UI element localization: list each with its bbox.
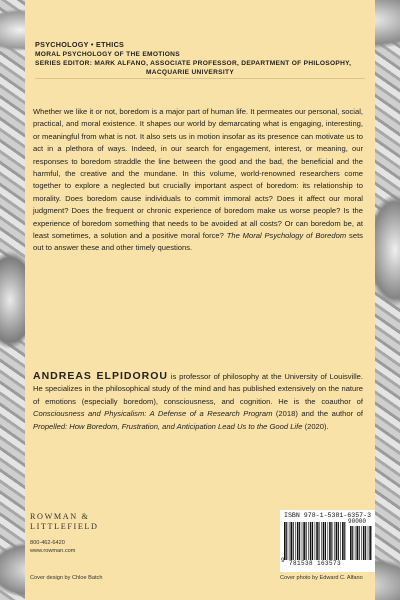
barcode-digits: 781538 163573	[289, 560, 342, 567]
barcode-bar	[352, 526, 353, 560]
barcode-addon-bars	[350, 526, 372, 562]
barcode-bar	[315, 522, 316, 560]
barcode-bar	[323, 522, 325, 560]
barcode-bar	[312, 522, 313, 560]
barcode-bar	[334, 522, 335, 560]
barcode-bar	[329, 522, 331, 560]
author-bio	[33, 370, 363, 433]
barcode-bar	[286, 522, 287, 560]
barcode-bar	[355, 526, 356, 560]
barcode-bar	[344, 522, 345, 560]
barcode-addon-digits: 90000	[348, 518, 367, 525]
description-text: Whether we like it or not, boredom is a major part of human life. It permeates our personal, social, practical, and moral existence. It shapes our world by demarcating what is engaging, interesting, or meaningful from what is not. It also sets us in motion insofar as its presence can motivate us to act in a plethora of ways. Indeed, in our search for engagement, interest, or meaning, our responses to boredom straddle the line between the good and the bad, the beneficial and the harmful, the creative and the mundane. In this volume, world-renowned researchers come together to explore a neglected but crucially important aspect of boredom: its relationship to morality. Does boredom cause individuals to commit immoral acts? Does it affect our moral judgment? Does the frequent or chronic experience of boredom make us worse people? Is the experience of boredom something that needs to be avoided at all costs? Or can boredom be, at least sometimes, a solution and a positive moral force?	[33, 107, 363, 241]
barcode-bar	[359, 526, 360, 560]
barcode-bar	[336, 522, 338, 560]
barcode-bar	[350, 526, 352, 560]
bio-text-1: is professor of philosophy at the University of Louisville. He specializes in the philosophical study of the mind and has published extensively on the nature of emotions (especially boredom), consciousness, and cognition. He is the coauthor of	[33, 372, 363, 406]
description-book-title: The Moral Psychology of Boredom	[226, 231, 347, 241]
barcode-bar	[289, 522, 290, 560]
bio-text-2: (2018) and the author of	[275, 409, 363, 419]
barcode-bar	[361, 526, 362, 560]
publisher-phone: 800-462-6420	[30, 540, 65, 546]
barcode-bar	[293, 522, 294, 560]
author-name: ANDREAS ELPIDOROU	[33, 370, 168, 382]
series-editor-line2: MACQUARIE UNIVERSITY	[145, 69, 235, 76]
barcode-bar	[331, 522, 332, 560]
barcode-bar	[310, 522, 312, 560]
cover-design-credit: Cover design by Chloe Batch	[30, 575, 103, 581]
isbn-barcode	[280, 510, 375, 572]
barcode-bar	[295, 522, 296, 560]
barcode-bar	[303, 522, 305, 560]
publisher-name-line2: LITTLEFIELD	[30, 522, 99, 531]
barcode-bar	[308, 522, 309, 560]
barcode-bar	[342, 522, 344, 560]
barcode-bar	[338, 522, 339, 560]
divider	[35, 78, 365, 79]
series-title: MORAL PSYCHOLOGY OF THE EMOTIONS	[35, 51, 180, 58]
barcode-bar	[290, 522, 292, 560]
barcode-bar	[297, 522, 299, 560]
barcode-bar	[302, 522, 303, 560]
description-closing: sets out to answer these and other timely questions.	[33, 231, 363, 253]
series-category: PSYCHOLOGY • ETHICS	[35, 40, 125, 49]
isbn-number: ISBN 978-1-5381-6357-3	[284, 512, 372, 519]
book-description	[33, 106, 363, 255]
bio-text-3: (2020).	[304, 421, 329, 431]
barcode-bar	[321, 522, 322, 560]
barcode-bars	[284, 522, 346, 562]
publisher-contact	[30, 540, 75, 555]
barcode-bar	[328, 522, 329, 560]
barcode-bar	[325, 522, 326, 560]
barcode-bar	[306, 522, 307, 560]
series-info	[35, 40, 370, 77]
barcode-bar	[356, 526, 358, 560]
barcode-bar	[363, 526, 365, 560]
series-editor-line1: SERIES EDITOR: MARK ALFANO, ASSOCIATE PROFESSOR, DEPARTMENT OF PHILOSOPHY,	[35, 60, 352, 67]
barcode-bar	[318, 522, 319, 560]
barcode-bar	[369, 526, 371, 560]
publisher-website: www.rowman.com	[30, 547, 76, 554]
barcode-bar	[365, 526, 366, 560]
barcode-bar	[316, 522, 318, 560]
bio-book-1: Consciousness and Physicalism: A Defense of a Research Program	[33, 409, 273, 419]
barcode-bar	[368, 526, 369, 560]
publisher-name-line1: ROWMAN &	[30, 512, 90, 521]
publisher-logo	[30, 512, 99, 532]
barcode-bar	[284, 522, 286, 560]
bio-book-2: Propelled: How Boredom, Frustration, and Anticipation Lead Us to the Good Life	[33, 421, 303, 431]
barcode-bar	[340, 522, 341, 560]
barcode-bar	[299, 522, 300, 560]
cover-photo-credit: Cover photo by Edward C. Alfano	[280, 575, 363, 581]
barcode-lead-digit: 9	[281, 557, 285, 564]
